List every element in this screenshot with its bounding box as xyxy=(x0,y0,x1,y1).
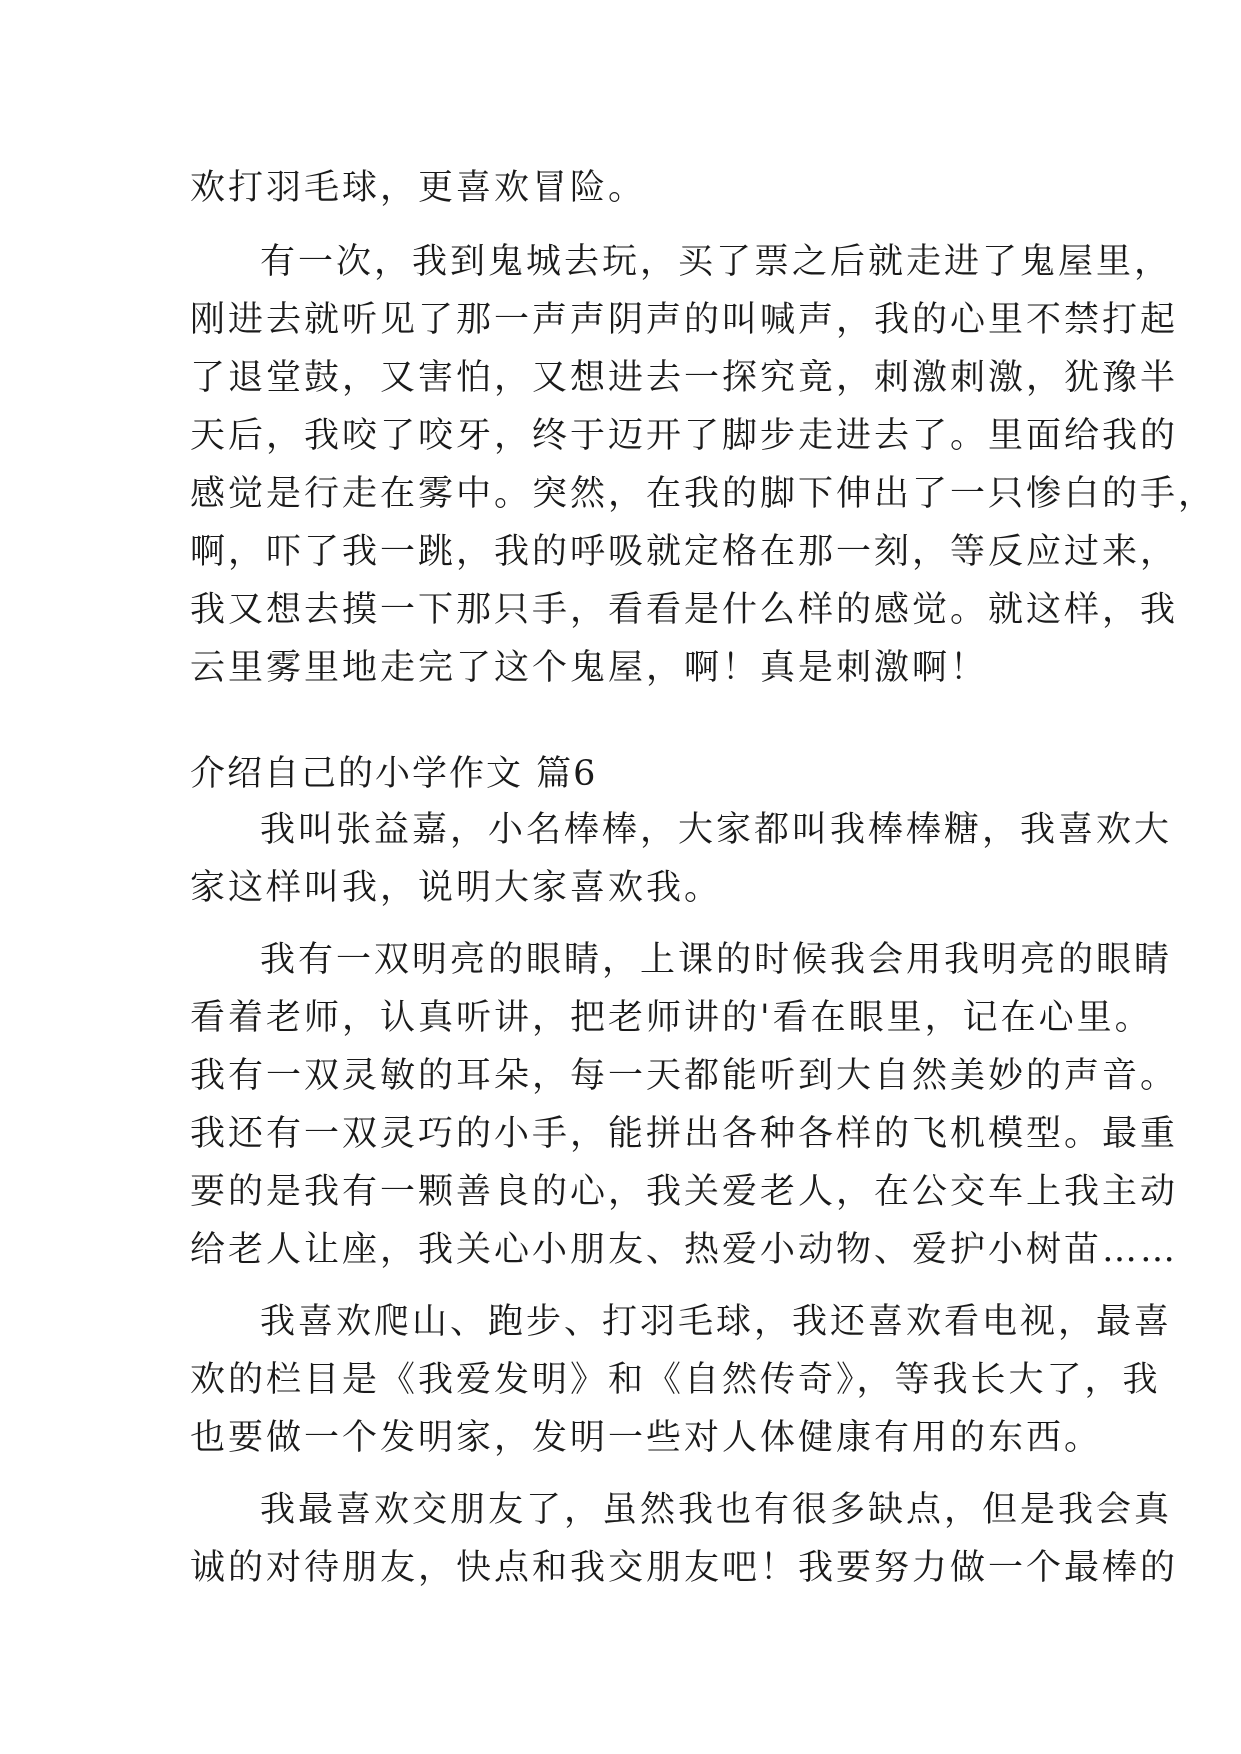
paragraph-line: 诚的对待朋友，快点和我交朋友吧！我要努力做一个最棒的 xyxy=(190,1548,1179,1588)
paragraph-line: 我最喜欢交朋友了，虽然我也有很多缺点，但是我会真 xyxy=(260,1490,1173,1530)
paragraph-line: 我叫张益嘉，小名棒棒，大家都叫我棒棒糖，我喜欢大 xyxy=(260,810,1173,850)
paragraph-line: 云里雾里地走完了这个鬼屋，啊！真是刺激啊！ xyxy=(190,648,989,688)
paragraph-line: 也要做一个发明家，发明一些对人体健康有用的东西。 xyxy=(190,1418,1103,1458)
paragraph-line: 欢打羽毛球，更喜欢冒险。 xyxy=(190,168,647,208)
paragraph-line: 我有一双明亮的眼睛，上课的时候我会用我明亮的眼睛 xyxy=(260,940,1173,980)
paragraph-line: 啊，吓了我一跳，我的呼吸就定格在那一刻，等反应过来， xyxy=(190,532,1179,572)
section-heading: 介绍自己的小学作文 篇6 xyxy=(190,754,598,794)
paragraph-line: 我有一双灵敏的耳朵，每一天都能听到大自然美妙的声音。 xyxy=(190,1056,1179,1096)
paragraph-line: 天后，我咬了咬牙，终于迈开了脚步走进去了。里面给我的 xyxy=(190,416,1179,456)
paragraph-line: 了退堂鼓，又害怕，又想进去一探究竟，刺激刺激，犹豫半 xyxy=(190,358,1179,398)
paragraph-line: 感觉是行走在雾中。突然，在我的脚下伸出了一只惨白的手， xyxy=(190,474,1217,514)
paragraph-line: 我还有一双灵巧的小手，能拼出各种各样的飞机模型。最重 xyxy=(190,1114,1179,1154)
paragraph-line: 欢的栏目是《我爱发明》和《自然传奇》，等我长大了，我 xyxy=(190,1360,1161,1400)
paragraph-line: 要的是我有一颗善良的心，我关爱老人，在公交车上我主动 xyxy=(190,1172,1179,1212)
paragraph-line: 看着老师，认真听讲，把老师讲的'看在眼里，记在心里。 xyxy=(190,998,1153,1038)
paragraph-line: 有一次，我到鬼城去玩，买了票之后就走进了鬼屋里， xyxy=(260,242,1173,282)
paragraph-line: 我喜欢爬山、跑步、打羽毛球，我还喜欢看电视，最喜 xyxy=(260,1302,1173,1342)
paragraph-line: 刚进去就听见了那一声声阴声的叫喊声，我的心里不禁打起 xyxy=(190,300,1179,340)
paragraph-line: 我又想去摸一下那只手，看看是什么样的感觉。就这样，我 xyxy=(190,590,1179,630)
paragraph-line: 给老人让座，我关心小朋友、热爱小动物、爱护小树苗…… xyxy=(190,1230,1179,1270)
paragraph-line: 家这样叫我，说明大家喜欢我。 xyxy=(190,868,723,908)
